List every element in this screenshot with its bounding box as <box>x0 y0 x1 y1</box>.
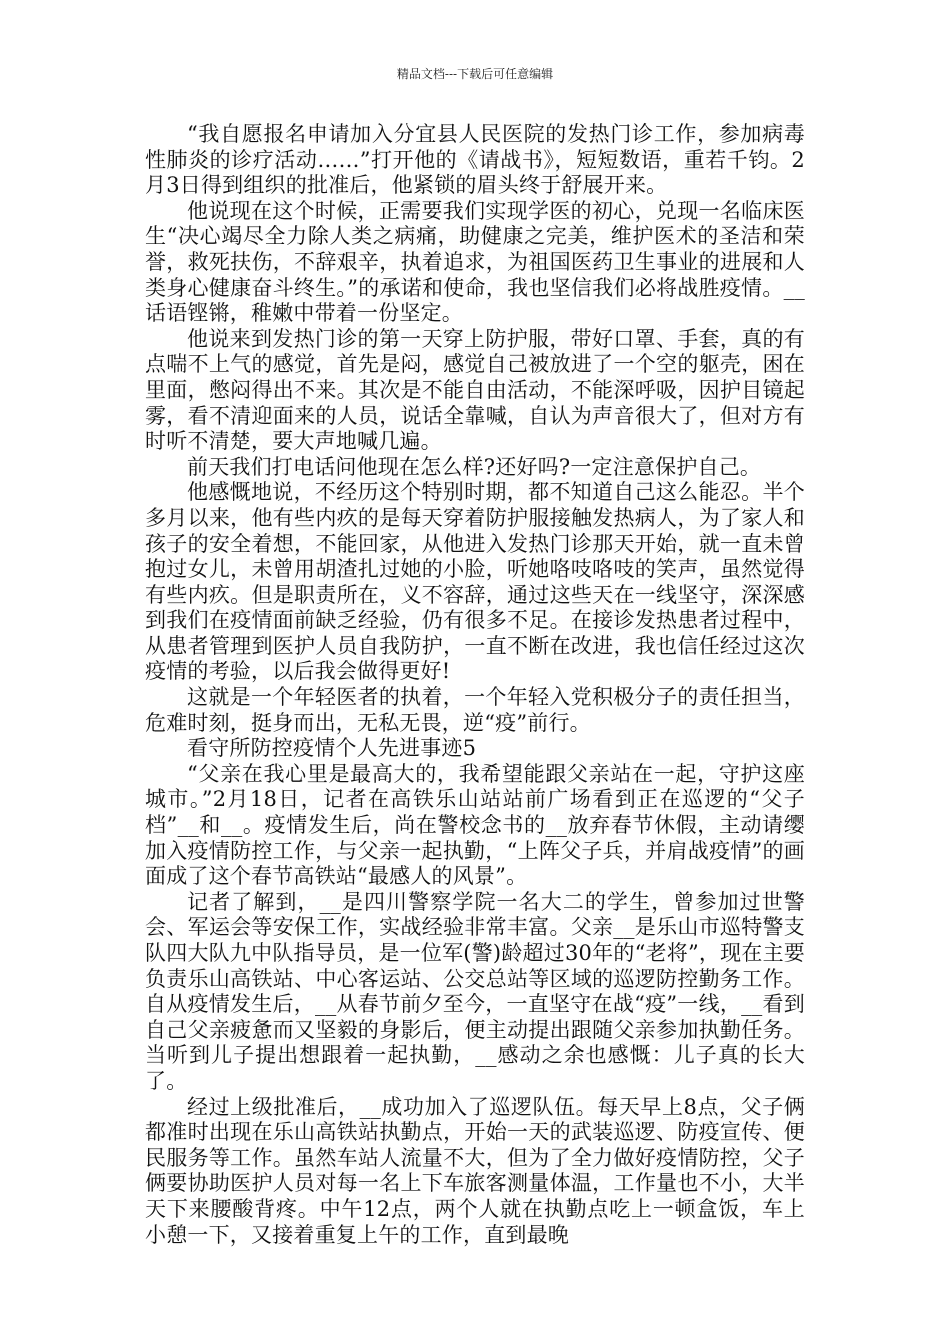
paragraph: 前天我们打电话问他现在怎么样?还好吗?一定注意保护自己。 <box>187 454 762 479</box>
paragraph: 他说来到发热门诊的第一天穿上防护服，带好口罩、手套，真的有点喘不上气的感觉，首先是闷，感觉自己被放进了一个空的躯壳，困在里面，憋闷得出不来。其次是不能自由活动，不能深呼吸，因护目镜起雾，看不清迎面来的人员，说话全靠喊，自认为声音很大了，但对方有时听不清楚，要大声地喊几遍。 <box>145 326 805 454</box>
paragraph: 记者了解到，__是四川警察学院一名大二的学生，曾参加过世警会、军运会等安保工作，实战经验非常丰富。父亲__是乐山市巡特警支队四大队九中队指导员，是一位军(警)龄超过30年的“老将”，现在主要负责乐山高铁站、中心客运站、公交总站等区域的巡逻防控勤务工作。自从疫情发生后，__从春节前夕至今，一直坚守在战“疫”一线，__看到自己父亲疲惫而又坚毅的身影后，便主动提出跟随父亲参加执勤任务。当听到儿子提出想跟着一起执勤，__感动之余也感慨：儿子真的长大了。 <box>145 889 805 1093</box>
paragraph: 这就是一个年轻医者的执着，一个年轻入党积极分子的责任担当，危难时刻，挺身而出，无私无畏，逆“疫”前行。 <box>145 685 805 735</box>
paragraph: “我自愿报名申请加入分宜县人民医院的发热门诊工作，参加病毒性肺炎的诊疗活动……”打开他的《请战书》，短短数语，重若千钧。2月3日得到组织的批准后，他紧锁的眉头终于舒展开来。 <box>145 122 805 198</box>
page-header: 精品文档---下载后可任意编辑 <box>396 67 554 81</box>
paragraph: 经过上级批准后，__成功加入了巡逻队伍。每天早上8点，父子俩都准时出现在乐山高铁站执勤点，开始一天的武装巡逻、防疫宣传、便民服务等工作。虽然车站人流量不大，但为了全力做好疫情防控，父子俩要协助医护人员对每一名上下车旅客测量体温，工作量也不小，大半天下来腰酸背疼。中午12点，两个人就在执勤点吃上一顿盒饭，车上小憩一下，又接着重复上午的工作，直到最晚 <box>145 1094 805 1247</box>
paragraph: 他说现在这个时候，正需要我们实现学医的初心，兑现一名临床医生“决心竭尽全力除人类之病痛，助健康之完美，维护医术的圣洁和荣誉，救死扶伤，不辞艰辛，执着追求，为祖国医药卫生事业的进展和人类身心健康奋斗终生。”的承诺和使命，我也坚信我们必将战胜疫情。__话语铿锵，稚嫩中带着一份坚定。 <box>145 198 805 326</box>
section-heading: 看守所防控疫情个人先进事迹5 <box>187 736 477 761</box>
document-body <box>145 122 805 1248</box>
paragraph: 他感慨地说，不经历这个特别时期，都不知道自己这么能忍。半个多月以来，他有些内疚的是每天穿着防护服接触发热病人，为了家人和孩子的安全着想，不能回家，从他进入发热门诊那天开始，就一直未曾抱过女儿，未曾用胡渣扎过她的小脸，听她咯吱咯吱的笑声，虽然觉得有些内疚。但是职责所在，义不容辞，通过这些天在一线坚守，深深感到我们在疫情面前缺乏经验，仍有很多不足。在接诊发热患者过程中，从患者管理到医护人员自我防护，一直不断在改进，我也信任经过这次疫情的考验，以后我会做得更好! <box>145 480 805 684</box>
paragraph: “父亲在我心里是最高大的，我希望能跟父亲站在一起，守护这座城市。”2月18日，记者在高铁乐山站站前广场看到正在巡逻的“父子档”__和__。疫情发生后，尚在警校念书的__放弃春节休假，主动请缨加入疫情防控工作，与父亲一起执勤，“上阵父子兵，并肩战疫情”的画面成了这个春节高铁站“最感人的风景”。 <box>145 761 805 889</box>
